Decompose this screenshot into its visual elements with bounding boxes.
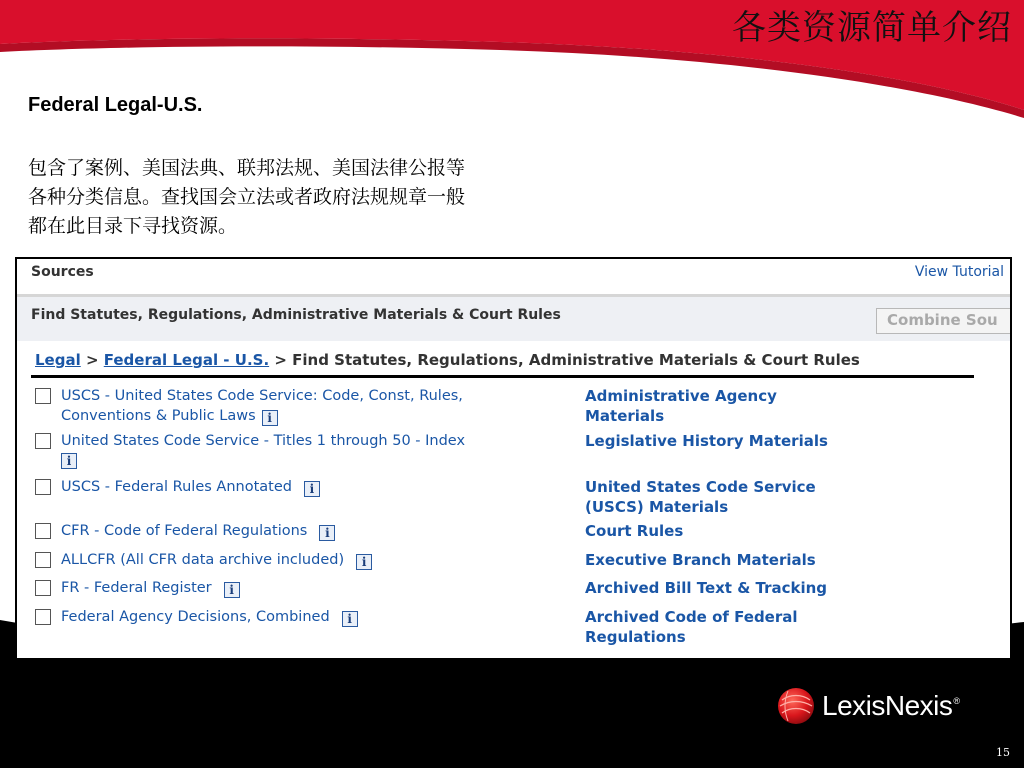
breadcrumb-link-federal-legal[interactable]: Federal Legal - U.S. (103, 351, 270, 369)
source-link[interactable]: Conventions & Public Laws (61, 408, 256, 424)
breadcrumb-divider (31, 375, 974, 378)
source-link[interactable]: United States Code Service - Titles 1 through 50 - Index (61, 433, 466, 449)
category-link-legislative-history[interactable] (585, 431, 915, 451)
slide-title: 各类资源简单介绍 (732, 8, 1012, 48)
breadcrumb-separator: > (269, 351, 293, 369)
source-link[interactable]: FR - Federal Register (61, 580, 212, 596)
category-line: Court Rules (585, 522, 684, 540)
category-line: Archived Code of Federal (585, 608, 798, 626)
source-item-agency-decisions (35, 607, 575, 629)
breadcrumb (35, 351, 860, 369)
section-heading: Federal Legal-U.S. (28, 94, 203, 116)
category-link-archived-bill-text[interactable] (585, 578, 915, 598)
source-link[interactable]: CFR - Code of Federal Regulations (61, 523, 308, 539)
lexisnexis-logo (776, 684, 960, 728)
sources-header (17, 259, 1010, 297)
description-line: 包含了案例、美国法典、联邦法规、美国法律公报等 (28, 157, 466, 179)
slide-description (28, 154, 628, 241)
description-line: 各种分类信息。查找国会立法或者政府法规规章一般 (28, 186, 466, 208)
category-link-uscs-materials[interactable] (585, 477, 915, 517)
category-link-archived-cfr[interactable] (585, 607, 915, 647)
sources-label: Sources (31, 264, 94, 280)
info-icon[interactable]: i (262, 410, 278, 426)
combine-sources-button[interactable]: Combine Sou (876, 308, 1012, 334)
category-line: United States Code Service (585, 478, 816, 496)
category-line: Administrative Agency (585, 387, 777, 405)
breadcrumb-link-legal[interactable]: Legal (35, 351, 81, 369)
description-line: 都在此目录下寻找资源。 (28, 215, 238, 237)
source-item-uscs-index (35, 431, 575, 473)
find-bar (17, 297, 1010, 341)
source-link[interactable]: ALLCFR (All CFR data archive included) (61, 552, 345, 568)
source-item-federal-rules (35, 477, 575, 499)
source-checkbox[interactable] (35, 609, 51, 625)
page-number: 15 (996, 746, 1010, 759)
breadcrumb-separator: > (80, 351, 104, 369)
info-icon[interactable]: i (224, 582, 240, 598)
info-icon[interactable]: i (356, 554, 372, 570)
lexisnexis-globe-icon (776, 686, 816, 726)
info-icon[interactable]: i (304, 481, 320, 497)
source-item-uscs (35, 386, 575, 428)
category-link-executive-branch[interactable] (585, 550, 915, 570)
source-item-federal-register (35, 578, 575, 600)
logo-text: LexisNexis (822, 690, 953, 721)
info-icon[interactable]: i (319, 525, 335, 541)
source-checkbox[interactable] (35, 388, 51, 404)
category-line: Executive Branch Materials (585, 551, 816, 569)
source-item-cfr (35, 521, 575, 543)
info-icon[interactable]: i (61, 453, 77, 469)
category-line: Materials (585, 407, 665, 425)
source-item-allcfr (35, 550, 575, 572)
source-link[interactable]: Federal Agency Decisions, Combined (61, 609, 330, 625)
source-checkbox[interactable] (35, 552, 51, 568)
find-title: Find Statutes, Regulations, Administrative Materials & Court Rules (31, 307, 561, 323)
source-link[interactable]: USCS - United States Code Service: Code, Const, Rules, (61, 388, 463, 404)
category-line: (USCS) Materials (585, 498, 729, 516)
source-checkbox[interactable] (35, 580, 51, 596)
source-checkbox[interactable] (35, 523, 51, 539)
info-icon[interactable]: i (342, 611, 358, 627)
source-checkbox[interactable] (35, 479, 51, 495)
category-link-administrative-agency[interactable] (585, 386, 915, 426)
category-line: Regulations (585, 628, 686, 646)
category-link-court-rules[interactable] (585, 521, 915, 541)
view-tutorial-link[interactable]: View Tutorial (914, 264, 1004, 280)
lexisnexis-screenshot (15, 257, 1012, 660)
registered-mark: ® (953, 696, 961, 706)
category-line: Archived Bill Text & Tracking (585, 579, 828, 597)
source-checkbox[interactable] (35, 433, 51, 449)
source-link[interactable]: USCS - Federal Rules Annotated (61, 479, 292, 495)
category-line: Legislative History Materials (585, 432, 828, 450)
breadcrumb-current: Find Statutes, Regulations, Administrative Materials & Court Rules (292, 351, 860, 369)
